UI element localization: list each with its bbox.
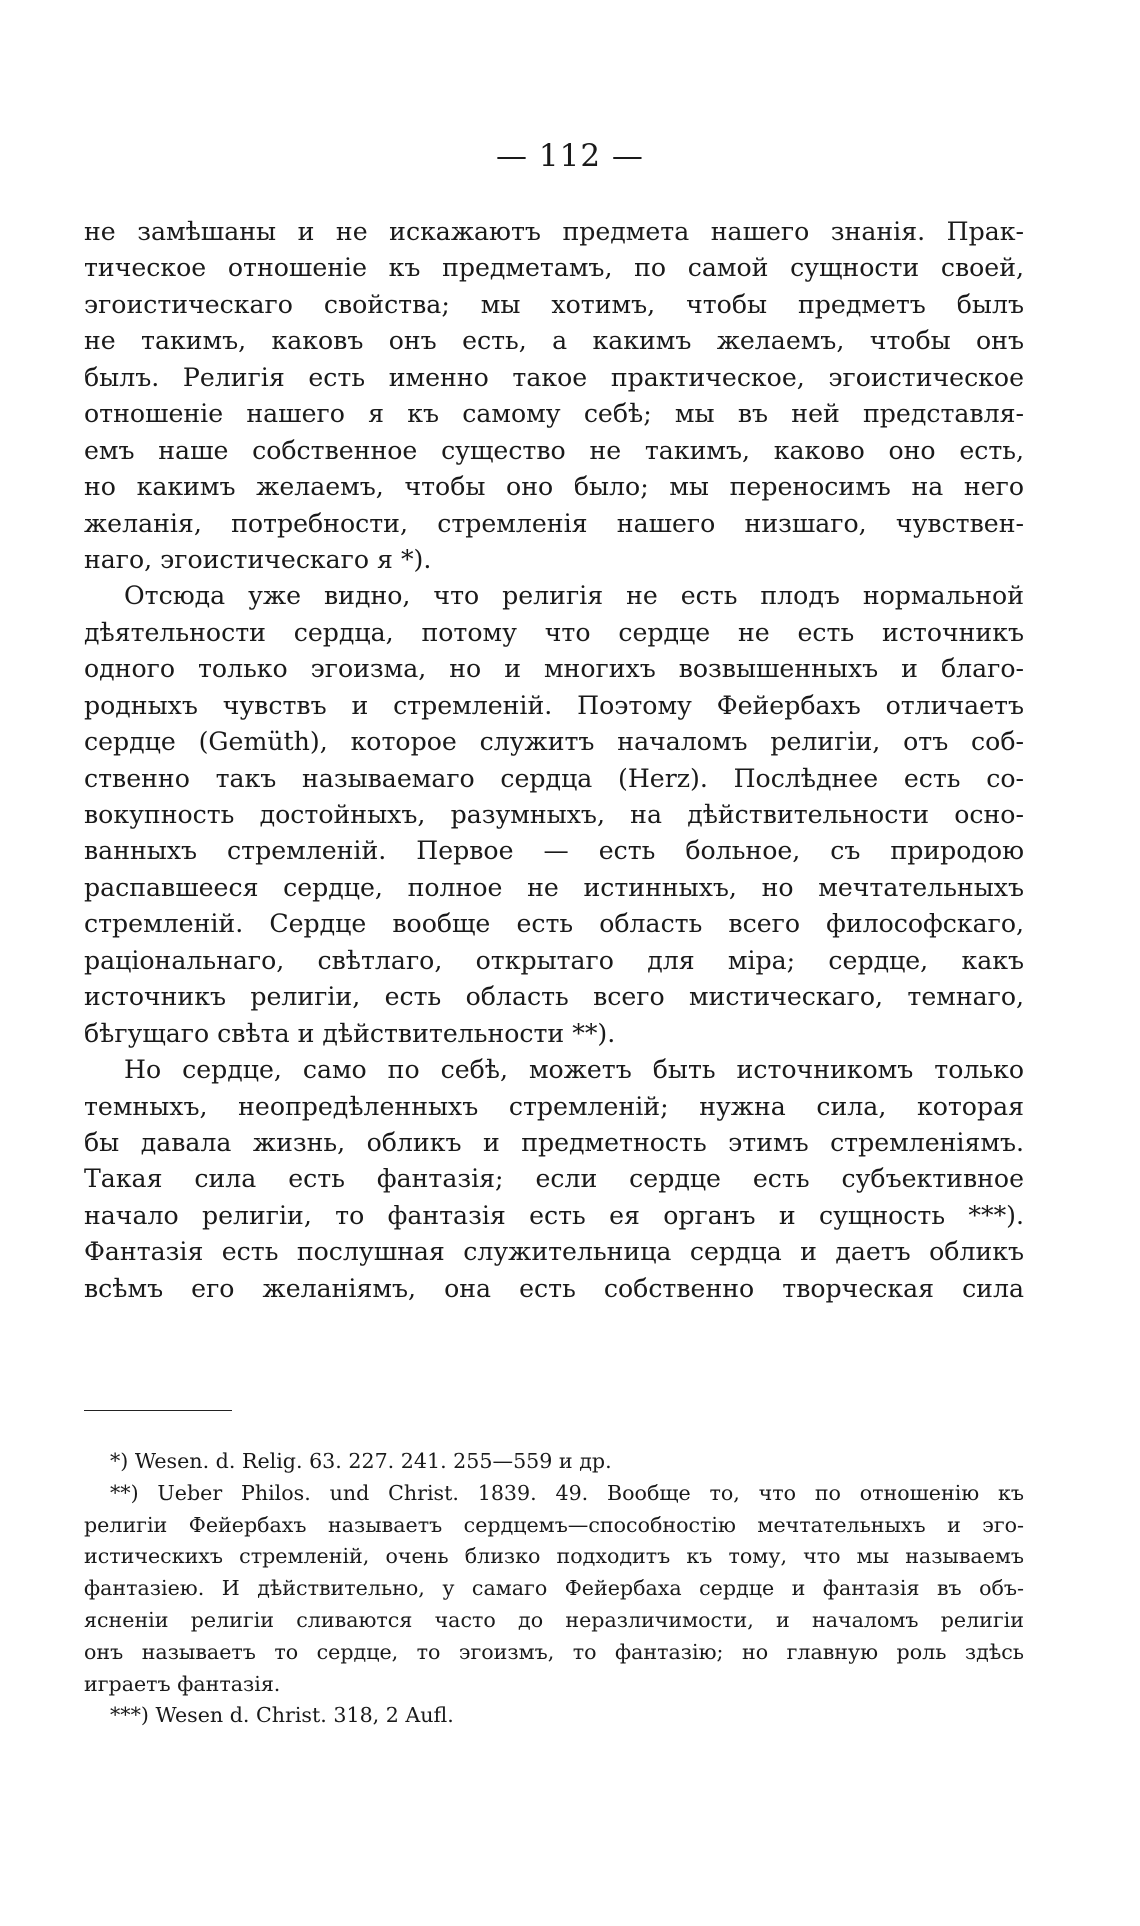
text-line: бѣгущаго свѣта и дѣйствительности **).	[84, 1018, 616, 1048]
text-line: вокупность достойныхъ, разумныхъ, на дѣйствительности осно-	[84, 800, 1024, 829]
text-line: Фантазія есть послушная служительница сердца и даетъ обликъ	[84, 1237, 1024, 1267]
footnote-line: ***) Wesen d. Christ. 318, 2 Aufl.	[110, 1703, 454, 1728]
text-line: сердце (Gemüth), которое служитъ началомъ религіи, отъ соб-	[84, 727, 1024, 757]
text-line: распавшееся сердце, полное не истинныхъ, но мечтательныхъ	[84, 872, 1024, 902]
text-line: емъ наше собственное существо не такимъ, каково оно есть,	[84, 435, 1024, 465]
footnote-line: истическихъ стремленій, очень близко подходитъ къ тому, что мы называемъ	[84, 1544, 1024, 1569]
text-line: желанія, потребности, стремленія нашего низшаго, чувствен-	[84, 508, 1024, 538]
text-line: тическое отношеніе къ предметамъ, по самой сущности своей,	[84, 253, 1024, 283]
text-line: эгоистическаго свойства; мы хотимъ, чтобы предметъ былъ	[84, 289, 1024, 319]
text-line: одного только эгоизма, но и многихъ возвышенныхъ и благо-	[84, 654, 1024, 684]
text-line: ственно такъ называемаго сердца (Herz). Послѣднее есть со-	[84, 763, 1024, 793]
footnote-line: *) Wesen. d. Relig. 63. 227. 241. 255—559 и др.	[110, 1449, 612, 1473]
text-line: всѣмъ его желаніямъ, она есть собственно творческая сила	[84, 1273, 1024, 1303]
text-line: Но сердце, само по себѣ, можетъ быть источникомъ только	[124, 1055, 1024, 1085]
text-line: Отсюда уже видно, что религія не есть плодъ нормальной	[124, 581, 1024, 611]
text-line: темныхъ, неопредѣленныхъ стремленій; нужна сила, которая	[84, 1091, 1024, 1121]
text-line: родныхъ чувствъ и стремленій. Поэтому Фейербахъ отличаетъ	[84, 690, 1024, 720]
footnote-line: фантазіею. И дѣйствительно, у самаго Фейербаха сердце и фантазія въ объ-	[84, 1576, 1024, 1601]
footnote-line: онъ называетъ то сердце, то эгоизмъ, то фантазію; но главную роль здѣсь	[84, 1639, 1024, 1664]
text-line: наго, эгоистическаго я *).	[84, 544, 432, 574]
text-line: стремленій. Сердце вообще есть область всего философскаго,	[84, 909, 1024, 939]
footnote-line: религіи Фейербахъ называетъ сердцемъ—способностію мечтательныхъ и эго-	[84, 1512, 1024, 1537]
text-line: дѣятельности сердца, потому что сердце не есть источникъ	[84, 617, 1024, 647]
main-text	[84, 214, 1024, 1307]
footnote-line: ясненіи религіи сливаются часто до неразличимости, и началомъ религіи	[84, 1607, 1024, 1632]
footnote-divider	[84, 1410, 232, 1411]
footnote-line: играетъ фантазія.	[84, 1671, 281, 1696]
footnotes	[84, 1446, 1024, 1732]
text-line: начало религіи, то фантазія есть ея органъ и сущность ***).	[84, 1200, 1024, 1230]
text-line: бы давала жизнь, обликъ и предметность этимъ стремленіямъ.	[84, 1127, 1024, 1157]
text-line: отношеніе нашего я къ самому себѣ; мы въ ней представля-	[84, 399, 1024, 429]
text-line: не замѣшаны и не искажаютъ предмета нашего знанія. Прак-	[84, 217, 1024, 246]
text-line: Такая сила есть фантазія; если сердце есть субъективное	[84, 1164, 1024, 1194]
page-number: — 112 —	[496, 138, 644, 174]
text-line: раціональнаго, свѣтлаго, открытаго для міра; сердце, какъ	[84, 945, 1024, 975]
text-line: источникъ религіи, есть область всего мистическаго, темнаго,	[84, 982, 1024, 1012]
footnote-line: **) Ueber Philos. und Christ. 1839. 49. Вообще то, что по отношенію къ	[110, 1480, 1024, 1505]
text-line: не такимъ, каковъ онъ есть, а какимъ желаемъ, чтобы онъ	[84, 326, 1024, 356]
text-line: былъ. Религія есть именно такое практическое, эгоистическое	[84, 362, 1024, 392]
text-line: ванныхъ стремленій. Первое — есть больное, съ природою	[84, 836, 1024, 866]
text-line: но какимъ желаемъ, чтобы оно было; мы переносимъ на него	[84, 472, 1024, 502]
